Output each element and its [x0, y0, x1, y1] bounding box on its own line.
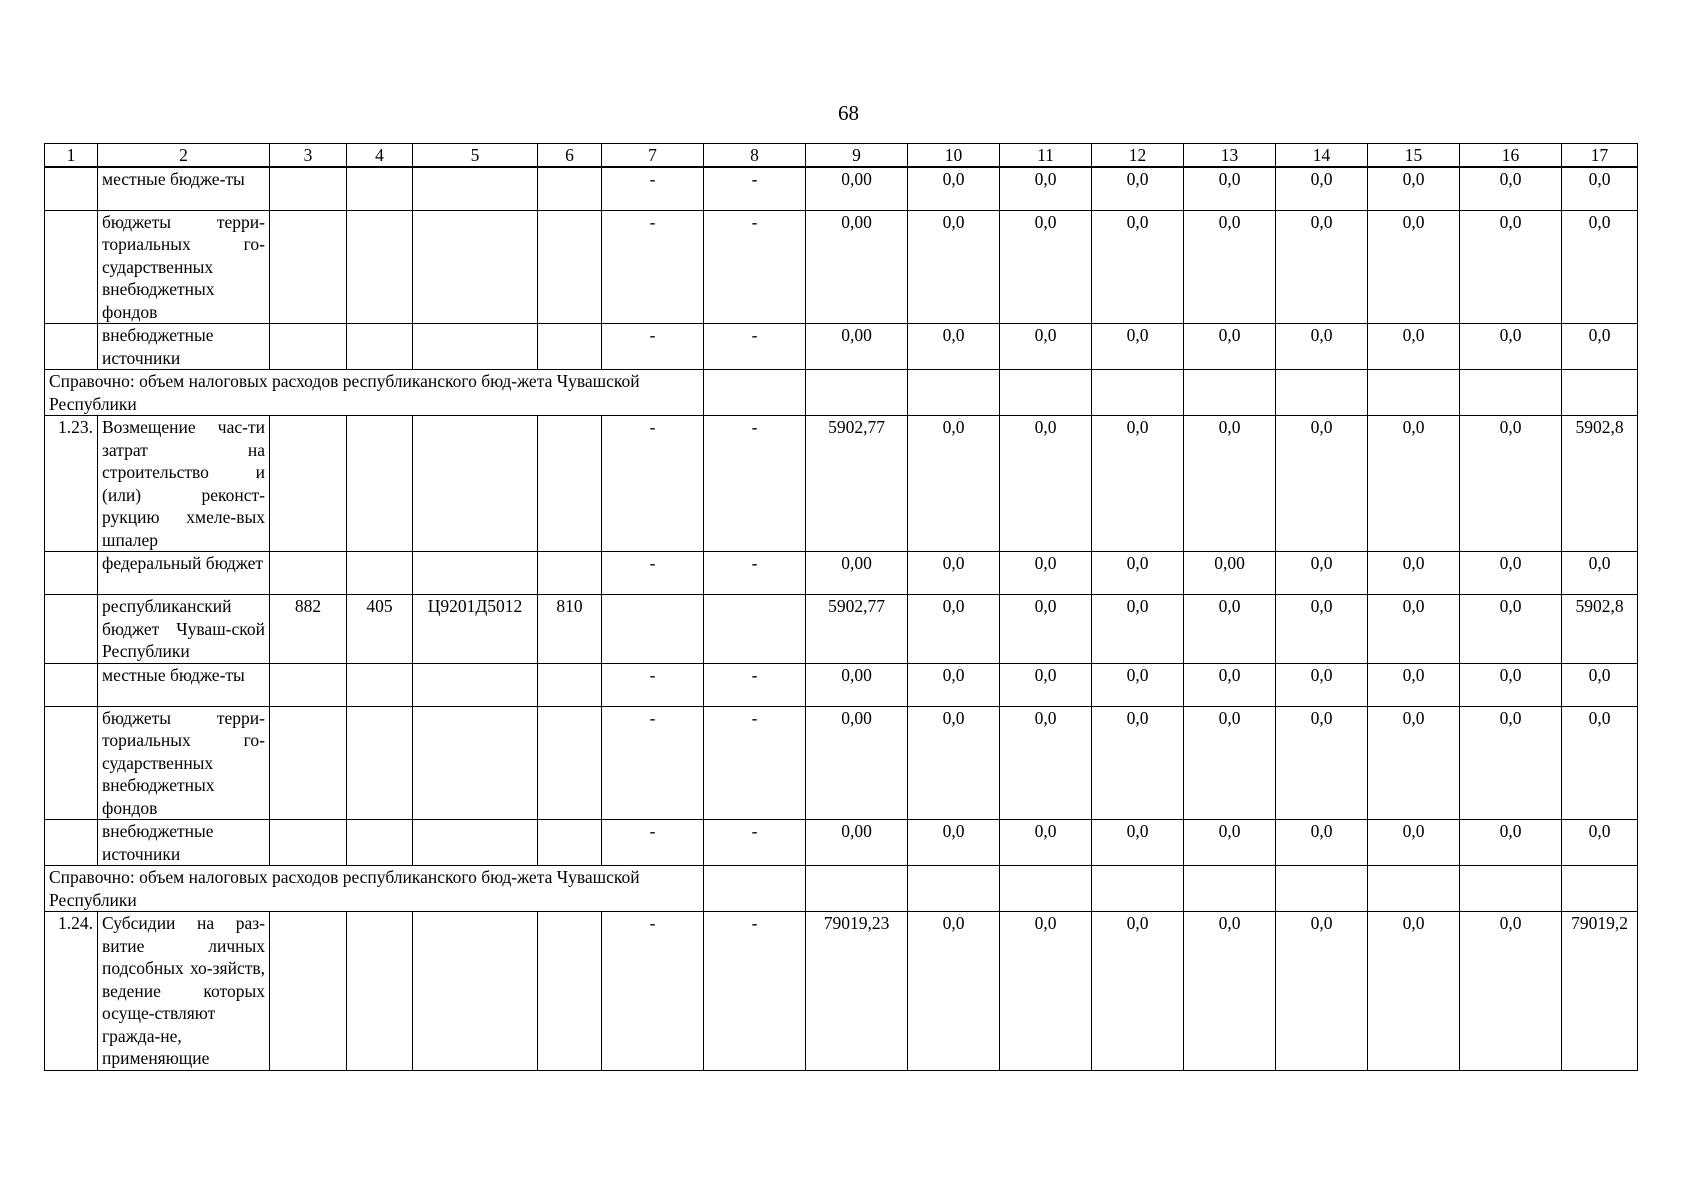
empty-cell	[806, 370, 908, 416]
dash-cell: -	[602, 167, 704, 210]
item-name: бюджеты терри-ториальных го-сударственных внебюджетных фондов	[98, 210, 270, 324]
target-article-cell	[413, 416, 538, 552]
table-row	[45, 167, 1638, 210]
amount-cell: 0,00	[806, 167, 908, 210]
budget-code-cell	[270, 706, 347, 820]
target-article-cell: Ц9201Д5012	[413, 595, 538, 664]
table-row	[45, 552, 1638, 595]
section-code-cell: 405	[347, 595, 413, 664]
value-cell: 0,0	[1562, 552, 1638, 595]
empty-cell	[1460, 370, 1562, 416]
budget-code-cell	[270, 912, 347, 1071]
item-number	[45, 706, 98, 820]
value-cell: 0,0	[1368, 210, 1460, 324]
value-cell: 5902,8	[1562, 416, 1638, 552]
section-code-cell	[347, 552, 413, 595]
value-cell: 0,0	[908, 912, 1000, 1071]
dash-cell: -	[602, 912, 704, 1071]
empty-cell	[806, 866, 908, 912]
item-name: местные бюдже-ты	[98, 167, 270, 210]
amount-cell: 79019,23	[806, 912, 908, 1071]
table-row	[45, 820, 1638, 866]
dash-cell: -	[602, 552, 704, 595]
budget-code-cell	[270, 663, 347, 706]
value-cell: 0,0	[1368, 167, 1460, 210]
budget-table	[44, 143, 1638, 1071]
value-cell: 0,0	[1562, 167, 1638, 210]
reference-note: Справочно: объем налоговых расходов республиканского бюд-жета Чувашской Республики	[45, 866, 704, 912]
empty-cell	[1276, 866, 1368, 912]
column-number-14: 14	[1276, 144, 1368, 168]
value-cell: 0,0	[1562, 663, 1638, 706]
column-number-12: 12	[1092, 144, 1184, 168]
table-header	[45, 144, 1638, 168]
value-cell: 0,0	[1368, 706, 1460, 820]
table-body	[45, 167, 1638, 1070]
item-number	[45, 324, 98, 370]
amount-cell: 0,00	[806, 706, 908, 820]
empty-cell	[1368, 866, 1460, 912]
target-article-cell	[413, 663, 538, 706]
value-cell: 0,0	[1092, 416, 1184, 552]
column-number-10: 10	[908, 144, 1000, 168]
empty-cell	[1000, 370, 1092, 416]
value-cell: 0,0	[1000, 324, 1092, 370]
item-name: внебюджетные источники	[98, 324, 270, 370]
dash-cell: -	[704, 324, 806, 370]
value-cell: 0,0	[1562, 210, 1638, 324]
dash-cell: -	[602, 416, 704, 552]
expense-type-cell	[538, 820, 602, 866]
budget-code-cell	[270, 210, 347, 324]
value-cell: 0,0	[1092, 324, 1184, 370]
value-cell: 0,0	[1092, 912, 1184, 1071]
value-cell: 0,0	[1368, 663, 1460, 706]
column-number-3: 3	[270, 144, 347, 168]
dash-cell: -	[704, 210, 806, 324]
empty-cell	[704, 866, 806, 912]
amount-cell: 0,00	[806, 552, 908, 595]
value-cell: 0,0	[1460, 595, 1562, 664]
value-cell: 0,0	[908, 595, 1000, 664]
empty-cell	[908, 370, 1000, 416]
value-cell: 0,0	[1368, 912, 1460, 1071]
target-article-cell	[413, 552, 538, 595]
column-number-7: 7	[602, 144, 704, 168]
section-code-cell	[347, 416, 413, 552]
value-cell: 0,0	[908, 167, 1000, 210]
value-cell: 0,0	[1000, 820, 1092, 866]
dash-cell: -	[602, 324, 704, 370]
value-cell: 0,0	[1276, 416, 1368, 552]
value-cell: 0,0	[1368, 595, 1460, 664]
value-cell: 0,0	[1562, 324, 1638, 370]
value-cell: 0,0	[1276, 210, 1368, 324]
expense-type-cell	[538, 552, 602, 595]
expense-type-cell	[538, 324, 602, 370]
dash-cell: -	[602, 820, 704, 866]
dash-cell: -	[704, 706, 806, 820]
section-code-cell	[347, 324, 413, 370]
dash-cell: -	[704, 820, 806, 866]
value-cell: 0,0	[1092, 706, 1184, 820]
table-row	[45, 210, 1638, 324]
item-number	[45, 210, 98, 324]
value-cell: 0,0	[1276, 663, 1368, 706]
value-cell: 0,0	[1000, 706, 1092, 820]
value-cell: 0,0	[1276, 552, 1368, 595]
column-number-16: 16	[1460, 144, 1562, 168]
empty-cell	[1276, 370, 1368, 416]
value-cell: 0,0	[1000, 552, 1092, 595]
value-cell: 0,0	[1460, 416, 1562, 552]
empty-cell	[1562, 370, 1638, 416]
budget-code-cell	[270, 416, 347, 552]
empty-cell	[1092, 866, 1184, 912]
target-article-cell	[413, 167, 538, 210]
value-cell: 0,0	[908, 820, 1000, 866]
item-name: местные бюдже-ты	[98, 663, 270, 706]
value-cell: 0,0	[1000, 210, 1092, 324]
target-article-cell	[413, 820, 538, 866]
value-cell: 0,0	[908, 706, 1000, 820]
value-cell: 0,0	[1276, 706, 1368, 820]
table-row	[45, 663, 1638, 706]
section-code-cell	[347, 167, 413, 210]
expense-type-cell	[538, 167, 602, 210]
value-cell: 0,0	[1184, 210, 1276, 324]
budget-code-cell	[270, 820, 347, 866]
target-article-cell	[413, 912, 538, 1071]
reference-note: Справочно: объем налоговых расходов республиканского бюд-жета Чувашской Республики	[45, 370, 704, 416]
target-article-cell	[413, 210, 538, 324]
value-cell: 0,0	[1092, 820, 1184, 866]
expense-type-cell	[538, 706, 602, 820]
value-cell: 0,0	[1276, 167, 1368, 210]
value-cell: 0,0	[1276, 595, 1368, 664]
value-cell: 0,0	[908, 552, 1000, 595]
value-cell: 0,0	[1276, 912, 1368, 1071]
item-number	[45, 552, 98, 595]
value-cell: 0,0	[1460, 167, 1562, 210]
value-cell: 0,0	[1092, 167, 1184, 210]
value-cell: 0,0	[1184, 167, 1276, 210]
item-number	[45, 167, 98, 210]
value-cell: 0,0	[1460, 210, 1562, 324]
amount-cell: 0,00	[806, 820, 908, 866]
column-number-9: 9	[806, 144, 908, 168]
empty-cell	[1562, 866, 1638, 912]
table-row	[45, 706, 1638, 820]
value-cell: 0,0	[1460, 820, 1562, 866]
table-row	[45, 912, 1638, 1071]
empty-cell	[1092, 370, 1184, 416]
empty-cell	[704, 370, 806, 416]
value-cell: 0,0	[1184, 595, 1276, 664]
item-number	[45, 820, 98, 866]
empty-cell	[1184, 370, 1276, 416]
value-cell: 0,0	[908, 324, 1000, 370]
section-code-cell	[347, 820, 413, 866]
empty-cell	[1460, 866, 1562, 912]
reference-note-row	[45, 370, 1638, 416]
budget-code-cell	[270, 167, 347, 210]
dash-cell	[602, 595, 704, 664]
section-code-cell	[347, 706, 413, 820]
value-cell: 0,0	[1368, 552, 1460, 595]
value-cell: 0,0	[1460, 663, 1562, 706]
column-number-4: 4	[347, 144, 413, 168]
empty-cell	[1000, 866, 1092, 912]
value-cell: 0,00	[1184, 552, 1276, 595]
value-cell: 0,0	[908, 416, 1000, 552]
value-cell: 0,0	[1000, 416, 1092, 552]
item-number: 1.23.	[45, 416, 98, 552]
dash-cell: -	[602, 210, 704, 324]
dash-cell: -	[602, 663, 704, 706]
column-number-17: 17	[1562, 144, 1638, 168]
value-cell: 0,0	[908, 663, 1000, 706]
column-number-row	[45, 144, 1638, 168]
expense-type-cell	[538, 912, 602, 1071]
value-cell: 0,0	[1184, 324, 1276, 370]
item-number	[45, 663, 98, 706]
amount-cell: 0,00	[806, 324, 908, 370]
item-name: федеральный бюджет	[98, 552, 270, 595]
dash-cell: -	[704, 167, 806, 210]
empty-cell	[1184, 866, 1276, 912]
column-number-6: 6	[538, 144, 602, 168]
dash-cell: -	[704, 552, 806, 595]
value-cell: 0,0	[1460, 552, 1562, 595]
section-code-cell	[347, 912, 413, 1071]
value-cell: 0,0	[908, 210, 1000, 324]
value-cell: 0,0	[1276, 324, 1368, 370]
empty-cell	[908, 866, 1000, 912]
column-number-11: 11	[1000, 144, 1092, 168]
value-cell: 0,0	[1092, 552, 1184, 595]
item-name: Субсидии на раз-витие личных подсобных хо-зяйств, ведение которых осуще-ствляют гражда-не, применяющие	[98, 912, 270, 1071]
dash-cell	[704, 595, 806, 664]
expense-type-cell	[538, 416, 602, 552]
item-name: бюджеты терри-ториальных го-сударственных внебюджетных фондов	[98, 706, 270, 820]
value-cell: 0,0	[1276, 820, 1368, 866]
expense-type-cell: 810	[538, 595, 602, 664]
section-code-cell	[347, 210, 413, 324]
budget-code-cell: 882	[270, 595, 347, 664]
column-number-8: 8	[704, 144, 806, 168]
value-cell: 0,0	[1460, 912, 1562, 1071]
dash-cell: -	[704, 912, 806, 1071]
value-cell: 0,0	[1460, 324, 1562, 370]
item-number	[45, 595, 98, 664]
value-cell: 0,0	[1368, 416, 1460, 552]
item-name: республиканский бюджет Чуваш-ской Республики	[98, 595, 270, 664]
column-number-1: 1	[45, 144, 98, 168]
value-cell: 0,0	[1562, 706, 1638, 820]
value-cell: 0,0	[1562, 820, 1638, 866]
target-article-cell	[413, 324, 538, 370]
amount-cell: 5902,77	[806, 416, 908, 552]
item-number: 1.24.	[45, 912, 98, 1071]
empty-cell	[1368, 370, 1460, 416]
reference-note-row	[45, 866, 1638, 912]
target-article-cell	[413, 706, 538, 820]
table-row	[45, 595, 1638, 664]
expense-type-cell	[538, 663, 602, 706]
budget-code-cell	[270, 552, 347, 595]
value-cell: 0,0	[1000, 595, 1092, 664]
column-number-15: 15	[1368, 144, 1460, 168]
value-cell: 79019,2	[1562, 912, 1638, 1071]
column-number-2: 2	[98, 144, 270, 168]
value-cell: 0,0	[1092, 210, 1184, 324]
page-number: 68	[838, 101, 859, 125]
table-row	[45, 324, 1638, 370]
item-name: внебюджетные источники	[98, 820, 270, 866]
amount-cell: 5902,77	[806, 595, 908, 664]
value-cell: 0,0	[1184, 912, 1276, 1071]
value-cell: 0,0	[1184, 663, 1276, 706]
dash-cell: -	[704, 663, 806, 706]
value-cell: 0,0	[1184, 706, 1276, 820]
table-row	[45, 416, 1638, 552]
value-cell: 0,0	[1368, 324, 1460, 370]
item-name: Возмещение час-ти затрат на строительство и (или) реконст-рукцию хмеле-вых шпалер	[98, 416, 270, 552]
section-code-cell	[347, 663, 413, 706]
value-cell: 0,0	[1460, 706, 1562, 820]
amount-cell: 0,00	[806, 210, 908, 324]
column-number-5: 5	[413, 144, 538, 168]
value-cell: 0,0	[1184, 416, 1276, 552]
amount-cell: 0,00	[806, 663, 908, 706]
value-cell: 0,0	[1000, 167, 1092, 210]
value-cell: 0,0	[1000, 912, 1092, 1071]
value-cell: 0,0	[1000, 663, 1092, 706]
expense-type-cell	[538, 210, 602, 324]
dash-cell: -	[602, 706, 704, 820]
value-cell: 0,0	[1092, 663, 1184, 706]
value-cell: 0,0	[1184, 820, 1276, 866]
value-cell: 0,0	[1368, 820, 1460, 866]
dash-cell: -	[704, 416, 806, 552]
column-number-13: 13	[1184, 144, 1276, 168]
value-cell: 5902,8	[1562, 595, 1638, 664]
value-cell: 0,0	[1092, 595, 1184, 664]
budget-code-cell	[270, 324, 347, 370]
